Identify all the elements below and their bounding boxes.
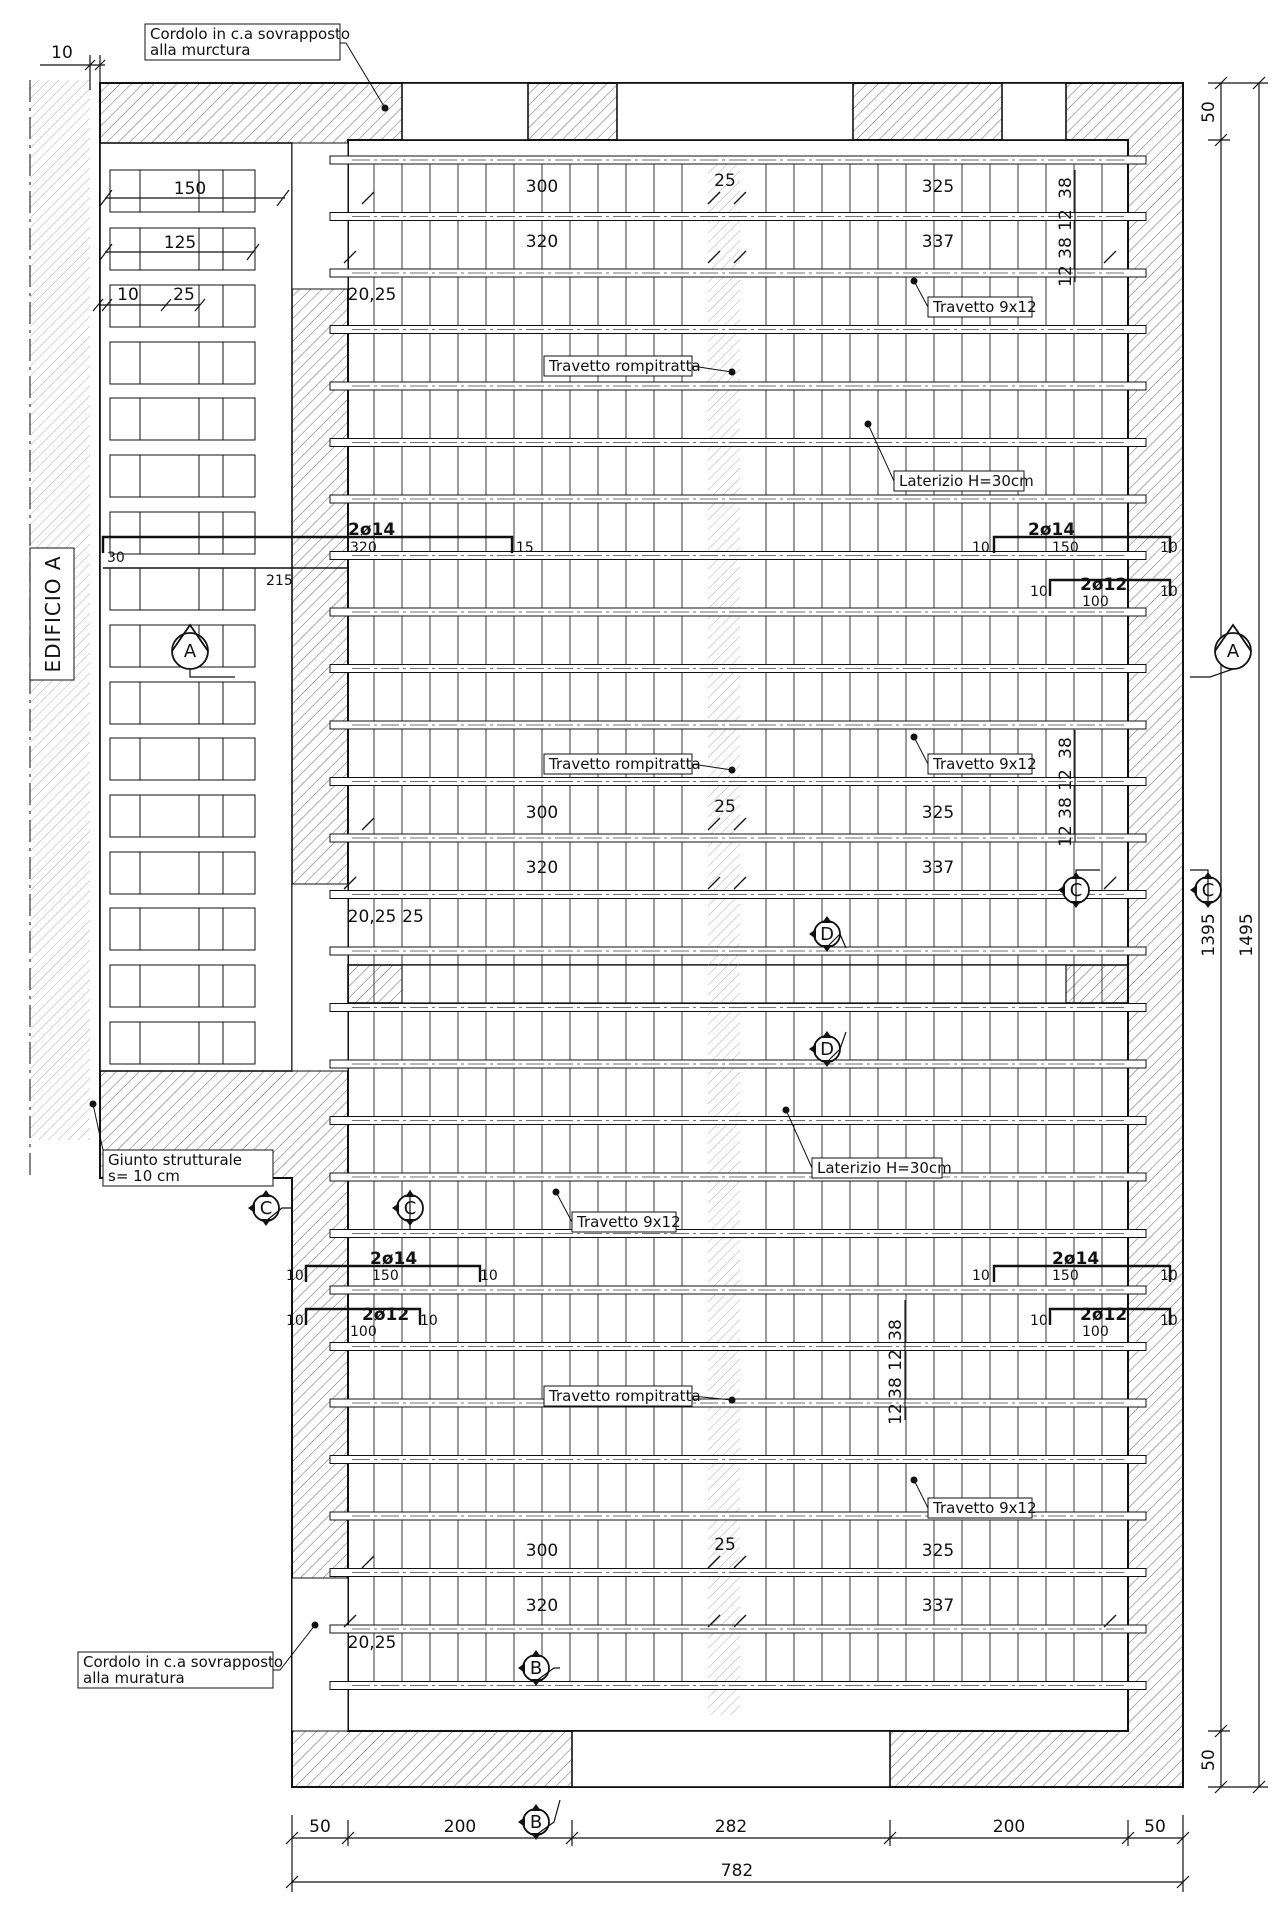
section-letter: C [259,1198,273,1219]
span-325: 325 [921,1541,955,1561]
strip-block [110,908,255,950]
section-letter: C [403,1198,417,1219]
rib-38: 38 [886,1377,906,1399]
strip-dim-20-25-mid: 20,25 [347,907,397,927]
span-337: 337 [921,1596,955,1616]
strip-block [110,852,255,894]
callout-text: Travetto 9x12 [577,1213,681,1231]
bar-bot-left-h10b: 10 [480,1268,498,1284]
strip-block-outline [110,342,255,384]
strip-dim-25-mid: 25 [402,907,424,927]
rib-12: 12 [1056,769,1076,791]
rib-38: 38 [1056,237,1076,259]
section-marker [248,1190,292,1226]
strip-block-outline [110,738,255,780]
bar-bot-left2-length: 100 [350,1324,377,1340]
strip-block [110,738,255,780]
bar-top-right-length: 150 [1052,540,1079,556]
strip-block [110,342,255,384]
bar-bot-right-h10a: 10 [972,1268,990,1284]
bar-top-right2-h10b: 10 [1160,584,1178,600]
section-marker [518,1650,560,1686]
callout-dot [729,1397,736,1404]
section-letter: A [183,641,197,662]
dim-h-282: 282 [714,1817,748,1837]
bar-top-right-label: 2ø14 [1028,520,1076,540]
giunto-line1: Giunto strutturale [108,1151,243,1169]
rib-12: 12 [1056,825,1076,847]
bar-top-left-label: 2ø14 [348,520,396,540]
edificio-a-strip [30,80,90,1180]
bar-bot-left2-h10b: 10 [420,1313,438,1329]
dim-h-200b: 200 [992,1817,1026,1837]
bar-bot-left-h10a: 10 [286,1268,304,1284]
strip-block-outline [110,568,255,610]
giunto-line2: s= 10 cm [108,1167,180,1185]
strip-block [110,568,255,610]
span-rib-25: 25 [714,797,736,817]
strip-block-outline [110,795,255,837]
rib-38: 38 [1056,797,1076,819]
callout-text: Travetto 9x12 [933,298,1037,316]
bar-top-right-h10b: 10 [1160,540,1178,556]
span-rib-25: 25 [714,171,736,191]
section-letter: B [529,1658,543,1679]
callout-dot [911,1477,918,1484]
rib-12: 12 [886,1403,906,1425]
dim-h-total: 782 [720,1861,754,1881]
strip-block-outline [110,512,255,554]
dim-v-1395: 1395 [1199,913,1219,957]
strip-block [110,398,255,440]
callout-text: Travetto rompitratta [549,357,701,375]
dim-top-10: 10 [51,43,73,63]
span-tick [1104,251,1116,263]
bar-bot-left2-h10a: 10 [286,1313,304,1329]
section-letter: C [1069,880,1083,901]
section-marker [1058,870,1100,908]
callout-dot [553,1189,560,1196]
dim-v-50b: 50 [1199,1749,1219,1771]
strip-block [110,1022,255,1064]
strip-dim-125: 125 [163,233,197,253]
strip-dim-150: 150 [173,179,207,199]
rib-38: 38 [886,1319,906,1341]
strip-block [110,512,255,554]
bar-top-left-length: 320 [350,540,377,556]
callout-dot [783,1107,790,1114]
callout-text: Travetto 9x12 [933,755,1037,773]
bar-bot-right2-h10b: 10 [1160,1313,1178,1329]
strip-block [110,795,255,837]
cordolo-bottom-line2: alla muratura [83,1669,185,1687]
bar-bot-left2-label: 2ø12 [362,1305,410,1325]
rib-12: 12 [1056,265,1076,287]
perimeter-cordolo [100,83,1183,1787]
bar-bot-right2-h10a: 10 [1030,1313,1048,1329]
bar-top-right2-h10a: 10 [1030,584,1048,600]
section-marker [392,1190,423,1230]
callout-text: Laterizio H=30cm [899,472,1034,490]
strip-block [110,965,255,1007]
dim-v-50a: 50 [1199,101,1219,123]
callout-dot [729,767,736,774]
edificio-a-label: EDIFICIO A [41,555,65,673]
section-marker [1190,870,1221,908]
strip-dim-10: 10 [117,285,139,305]
callout-rompitratta [544,356,736,376]
cordolo-top-line2: alla murctura [150,41,251,59]
bar-top-left-hook-15: 15 [516,540,534,556]
callout-cordolo-bottom [78,1622,319,1689]
span-300: 300 [525,803,559,823]
span-320: 320 [525,1596,559,1616]
callout-dot [911,278,918,285]
strip-dim-20-25-bot: 20,25 [347,1633,397,1653]
callout-rompitratta [544,754,736,774]
rib-38: 38 [1056,177,1076,199]
callout-dot [729,369,736,376]
rib-12: 12 [1056,209,1076,231]
callout-text: Travetto rompitratta [549,755,701,773]
span-320: 320 [525,858,559,878]
strip-block-outline [110,908,255,950]
section-marker [518,1800,560,1840]
rib-38: 38 [1056,737,1076,759]
cordolo-bottom-line1: Cordolo in c.a sovrapposto [83,1653,284,1671]
strip-dim-20-25-top: 20,25 [347,285,397,305]
span-tick [362,1556,374,1568]
span-rib-25: 25 [714,1535,736,1555]
callout-text: Laterizio H=30cm [817,1159,952,1177]
strip-block [110,682,255,724]
section-letter: D [820,1039,834,1060]
strip-block-outline [110,682,255,724]
callout-leader [914,1480,928,1508]
span-320: 320 [525,232,559,252]
strip-block-outline [110,965,255,1007]
bar-bot-left-length: 150 [372,1268,399,1284]
bar-bot-right-length: 150 [1052,1268,1079,1284]
callout-leader [868,424,894,481]
dim-h-50a: 50 [309,1817,331,1837]
callout-leader [914,281,928,307]
strip-block [110,455,255,497]
section-letter: C [1201,880,1215,901]
callout-text: Travetto 9x12 [933,1499,1037,1517]
span-337: 337 [921,232,955,252]
section-letter: D [820,924,834,945]
strip-block-outline [110,398,255,440]
callout-dot [865,421,872,428]
section-letter: A [1226,641,1240,662]
span-325: 325 [921,177,955,197]
span-337: 337 [921,858,955,878]
span-325: 325 [921,803,955,823]
bar-top-right2-label: 2ø12 [1080,575,1128,595]
dim-v-1495: 1495 [1237,913,1257,957]
callout-laterizio [865,421,1034,492]
bar-bot-right-h10b: 10 [1160,1268,1178,1284]
span-300: 300 [525,177,559,197]
cordolo-top-line1: Cordolo in c.a sovrapposto [150,25,351,43]
callout-leader [914,737,928,764]
bar-bot-right2-label: 2ø12 [1080,1305,1128,1325]
dim-h-50b: 50 [1144,1817,1166,1837]
strip-dim-25: 25 [173,285,195,305]
strip-block-outline [110,455,255,497]
strip-block-outline [110,1022,255,1064]
span-tick [1104,877,1116,889]
bar-top-left-hook-30: 30 [107,550,125,566]
callout-travetto [553,1189,681,1233]
callout-dot [911,734,918,741]
bar-bot-left-label: 2ø14 [370,1249,418,1269]
strip-block-outline [110,852,255,894]
section-tail [1190,669,1233,677]
rib-12: 12 [886,1349,906,1371]
dim-h-200a: 200 [443,1817,477,1837]
bar-bot-right2-length: 100 [1082,1324,1109,1340]
span-tick [362,192,374,204]
bar-top-right2-length: 100 [1082,594,1109,610]
bar-top-right-h10a: 10 [972,540,990,556]
span-300: 300 [525,1541,559,1561]
bar-bot-right-label: 2ø14 [1052,1249,1100,1269]
bar-top-left-215: 215 [266,573,293,589]
section-letter: B [529,1812,543,1833]
callout-text: Travetto rompitratta [549,1387,701,1405]
span-tick [362,818,374,830]
